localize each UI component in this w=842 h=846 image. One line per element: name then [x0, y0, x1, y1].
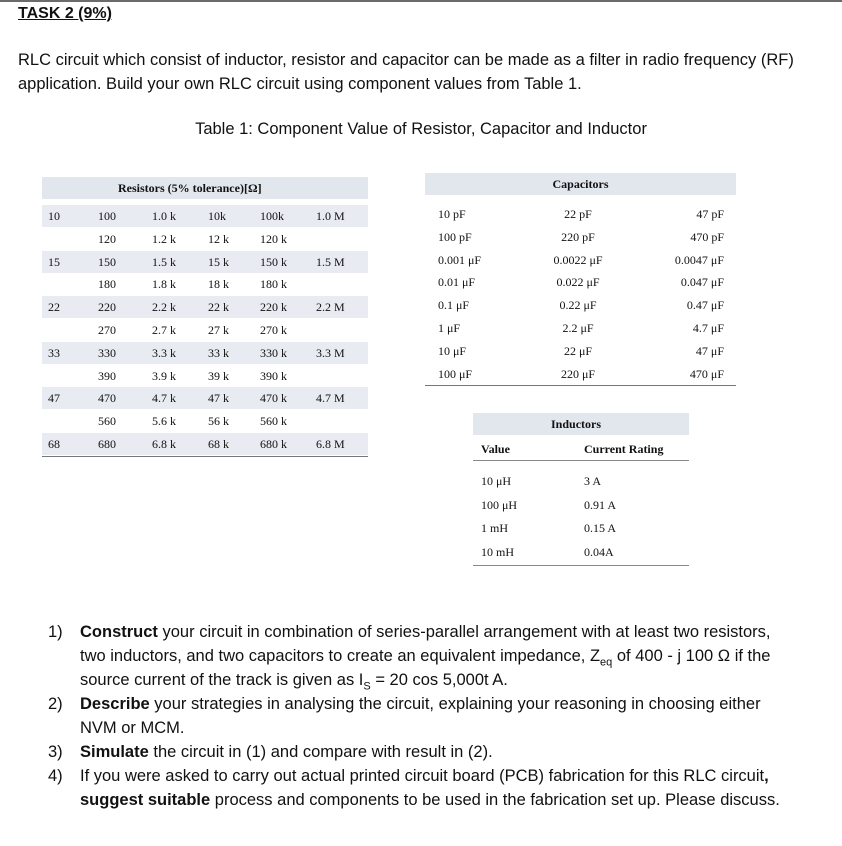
- resistor-value: 2.2 k: [152, 300, 176, 315]
- inductor-rating: 0.15 A: [584, 521, 617, 535]
- resistor-value: 390: [98, 368, 116, 383]
- resistor-row: [42, 205, 368, 227]
- capacitor-value: 0.0022 μF: [553, 252, 603, 267]
- question-text: your circuit in combination of series-parallel arrangement with at least two resistors, two inductors, and two capacitors to create an equivalent impedance, Z: [80, 623, 771, 665]
- capacitor-value: 0.22 μF: [559, 298, 597, 313]
- resistor-value: 1.5 M: [316, 254, 345, 269]
- question-list: [48, 620, 788, 812]
- capacitor-value: 4.7 μF: [692, 320, 724, 335]
- question-number: 4): [48, 767, 63, 785]
- resistor-value: 10k: [208, 209, 226, 223]
- resistor-value: 10: [48, 209, 60, 223]
- resistor-value: 27 k: [208, 323, 229, 337]
- resistor-row: [42, 273, 368, 295]
- question-number: 3): [48, 743, 63, 761]
- capacitor-value: 100 pF: [438, 229, 472, 244]
- resistor-value: 33 k: [208, 345, 229, 360]
- resistor-value: 270 k: [260, 323, 287, 337]
- question-1: [48, 620, 788, 692]
- resistor-value: 680: [98, 437, 116, 451]
- inductor-value: 10 μH: [481, 474, 512, 488]
- question-text: of 400 - j 100 Ω if the source current of the track is given as I: [80, 647, 771, 689]
- inductor-rating: 3 A: [584, 474, 602, 488]
- capacitor-value: 1 μF: [438, 320, 461, 335]
- subscript: S: [363, 680, 371, 693]
- inductor-values-column: [481, 470, 517, 564]
- capacitor-value: 220 μF: [560, 366, 596, 381]
- resistor-value: 4.7 k: [152, 391, 176, 406]
- table-caption: Table 1: Component Value of Resistor, Capacitor and Inductor: [195, 120, 647, 138]
- resistor-value: 150 k: [260, 254, 287, 269]
- resistor-value: 3.3 M: [316, 345, 345, 360]
- question-keyword: Describe: [80, 695, 150, 713]
- resistor-row: [42, 410, 368, 432]
- capacitor-value: 10 pF: [438, 207, 466, 221]
- resistor-value: 330 k: [260, 345, 287, 360]
- capacitor-column-1: [438, 203, 481, 385]
- resistor-value: 1.5 k: [152, 254, 176, 269]
- intro-paragraph: RLC circuit which consist of inductor, resistor and capacitor can be made as a filter in radio frequency (RF) application. Build your own RLC circuit using component values from Table 1.: [18, 51, 794, 93]
- resistor-value: 47: [48, 391, 60, 406]
- resistor-value: 180: [98, 277, 116, 292]
- question-3: [48, 740, 788, 764]
- resistor-value: 68: [48, 437, 60, 451]
- resistor-value: 1.0 k: [152, 209, 176, 223]
- resistor-value: 1.8 k: [152, 277, 176, 292]
- resistor-value: 56 k: [208, 414, 229, 429]
- inductor-value: 100 μH: [481, 497, 518, 512]
- capacitor-table-rule: [425, 385, 736, 386]
- subscript: eq: [600, 656, 613, 669]
- question-text: process and components to be used in the fabrication set up. Please discuss.: [210, 791, 780, 809]
- resistor-value: 4.7 M: [316, 391, 345, 406]
- capacitor-value: 0.47 μF: [686, 298, 724, 313]
- inductor-table-header: [473, 413, 689, 435]
- resistor-value: 560 k: [260, 414, 287, 429]
- resistor-value: 680 k: [260, 437, 287, 451]
- capacitor-value: 0.0047 μF: [674, 252, 724, 267]
- capacitor-value: 0.1 μF: [438, 298, 470, 313]
- resistor-row: [42, 365, 368, 387]
- inductor-rating: 0.04A: [584, 544, 614, 559]
- resistor-row: [42, 342, 368, 364]
- resistor-value: 330: [98, 345, 116, 360]
- question-number: 2): [48, 695, 63, 713]
- capacitor-value: 470 μF: [689, 366, 724, 381]
- resistor-value: 18 k: [208, 277, 229, 292]
- capacitor-column-2: [548, 203, 608, 385]
- resistor-value: 2.2 M: [316, 300, 345, 315]
- resistor-value: 220: [98, 300, 116, 315]
- resistor-row: [42, 228, 368, 250]
- question-text: your strategies in analysing the circuit, explaining your reasoning in choosing either NVM or MCM.: [80, 695, 761, 737]
- capacitor-value: 0.001 μF: [438, 252, 482, 267]
- resistor-value: 39 k: [208, 368, 229, 383]
- question-keyword: Simulate: [80, 743, 149, 761]
- inductor-rating: 0.91 A: [584, 497, 617, 512]
- inductor-table-rule: [473, 565, 689, 566]
- capacitor-value: 0.01 μF: [438, 275, 476, 290]
- inductor-header-label: Inductors: [551, 417, 602, 431]
- resistor-header-label: Resistors (5% tolerance)[Ω]: [118, 181, 262, 195]
- resistor-value: 100: [98, 209, 116, 223]
- top-border: [0, 0, 842, 2]
- resistor-value: 3.3 k: [152, 345, 176, 360]
- resistor-value: 6.8 k: [152, 437, 176, 451]
- resistor-value: 2.7 k: [152, 323, 176, 337]
- capacitor-column-3: [664, 203, 724, 385]
- question-2: [48, 692, 788, 740]
- resistor-value: 100k: [260, 209, 284, 223]
- inductor-value-heading: Value: [481, 442, 510, 456]
- capacitor-value: 2.2 μF: [562, 320, 594, 335]
- inductor-ratings-column: [584, 470, 616, 564]
- resistor-value: 120: [98, 231, 116, 246]
- resistor-value: 5.6 k: [152, 414, 176, 429]
- resistor-value: 3.9 k: [152, 368, 176, 383]
- resistor-table-header: [42, 177, 368, 199]
- inductor-rating-heading: Current Rating: [584, 442, 664, 456]
- resistor-value: 22 k: [208, 300, 229, 315]
- resistor-value: 22: [48, 300, 60, 315]
- resistor-value: 1.0 M: [316, 209, 345, 223]
- capacitor-value: 0.047 μF: [680, 275, 724, 290]
- resistor-value: 33: [48, 345, 60, 360]
- resistor-value: 470 k: [260, 391, 287, 406]
- question-keyword: , suggest suitable: [80, 767, 769, 809]
- capacitor-value: 47 μF: [695, 343, 724, 358]
- resistor-row: [42, 433, 368, 455]
- question-keyword: Construct: [80, 623, 158, 641]
- resistor-table-rule: [42, 456, 368, 457]
- question-text: = 20 cos 5,000t A.: [370, 671, 508, 689]
- resistor-value: 270: [98, 323, 116, 337]
- question-number: 1): [48, 623, 63, 641]
- task-title: TASK 2 (9%): [18, 5, 112, 22]
- resistor-value: 390 k: [260, 368, 287, 383]
- resistor-row: [42, 387, 368, 409]
- capacitor-value: 22 pF: [564, 207, 592, 221]
- resistor-value: 120 k: [260, 231, 287, 246]
- resistor-value: 560: [98, 414, 116, 429]
- resistor-value: 6.8 M: [316, 437, 345, 451]
- inductor-value: 1 mH: [481, 521, 508, 535]
- resistor-row: [42, 319, 368, 341]
- question-4: [48, 764, 788, 812]
- capacitor-value: 470 pF: [690, 229, 724, 244]
- resistor-value: 15 k: [208, 254, 229, 269]
- question-text: If you were asked to carry out actual printed circuit board (PCB) fabrication for this RLC circuit: [80, 767, 765, 785]
- question-text: the circuit in (1) and compare with result in (2).: [148, 743, 493, 761]
- inductor-value: 10 mH: [481, 544, 514, 559]
- capacitor-value: 0.022 μF: [556, 275, 600, 290]
- capacitor-value: 10 μF: [438, 343, 467, 358]
- resistor-value: 220 k: [260, 300, 287, 315]
- resistor-value: 68 k: [208, 437, 229, 451]
- resistor-value: 47 k: [208, 391, 229, 406]
- capacitor-value: 47 pF: [696, 207, 724, 221]
- capacitor-value: 22 μF: [563, 343, 593, 358]
- capacitor-value: 100 μF: [438, 366, 473, 381]
- resistor-value: 180 k: [260, 277, 287, 292]
- resistor-row: [42, 251, 368, 273]
- resistor-value: 470: [98, 391, 116, 406]
- inductor-heading-rule: [473, 460, 689, 461]
- capacitor-value: 220 pF: [561, 229, 595, 244]
- resistor-row: [42, 296, 368, 318]
- resistor-value: 150: [98, 254, 116, 269]
- capacitor-table-header: Capacitors: [425, 173, 736, 195]
- resistor-value: 1.2 k: [152, 231, 176, 246]
- resistor-value: 12 k: [208, 231, 229, 246]
- resistor-value: 15: [48, 254, 60, 269]
